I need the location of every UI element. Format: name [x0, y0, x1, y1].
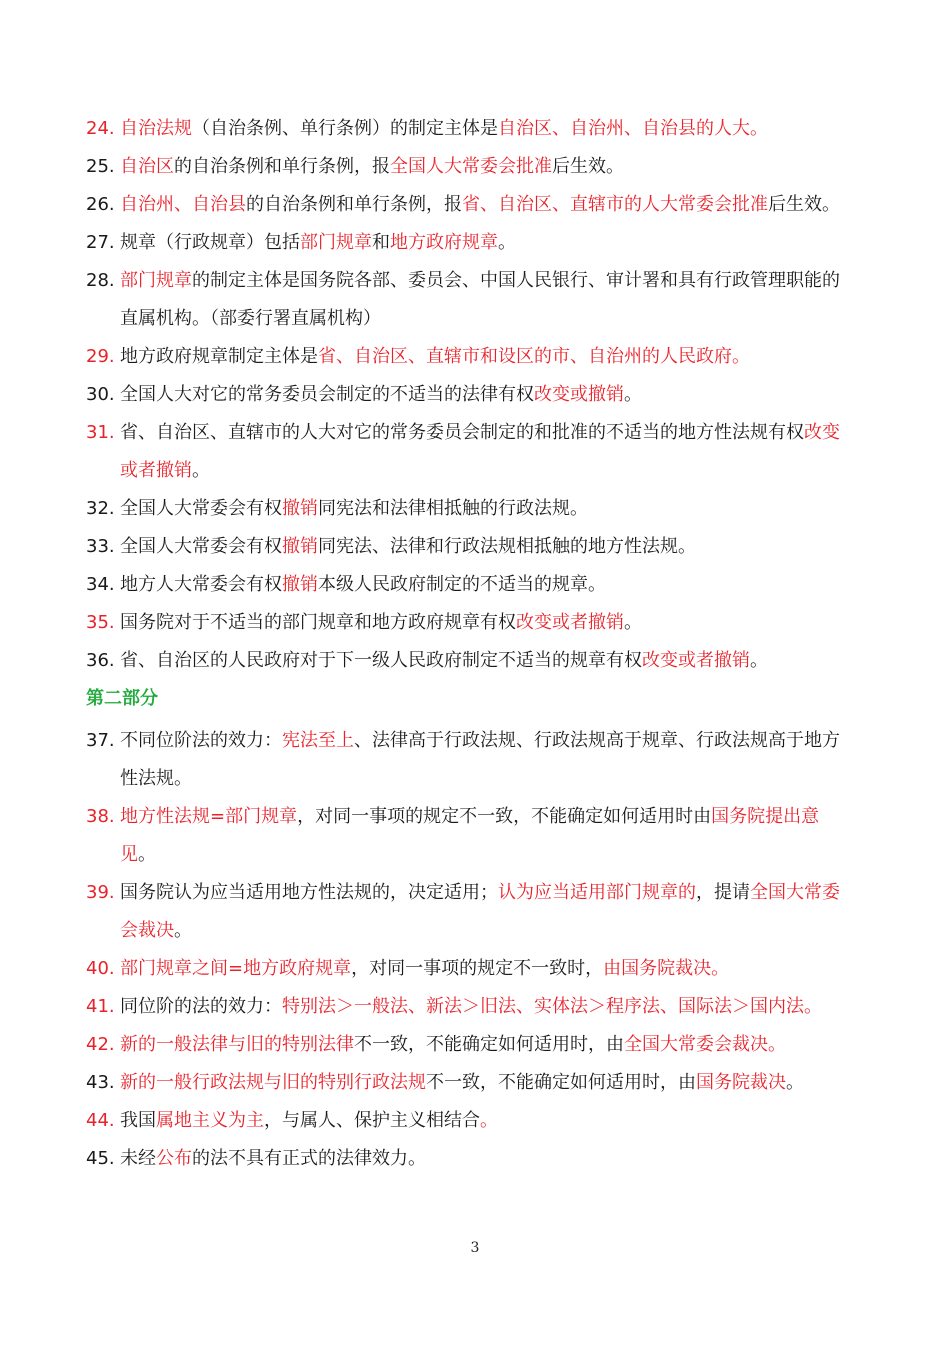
highlight-text: 省、自治区、直辖市的人大常委会批准: [462, 194, 768, 215]
item-text: [120, 988, 846, 1026]
item-text: [120, 1102, 846, 1140]
list-item: [86, 338, 846, 376]
body-text: 后生效。: [552, 156, 624, 177]
body-text: 的制定主体是国务院各部、委员会、中国人民银行、审计署和具有行政管理职能的直属机构。（部委行署直属机构）: [120, 270, 840, 329]
body-text: （自治条例、单行条例）的制定主体是: [192, 118, 498, 139]
highlight-text: 撤销: [282, 536, 318, 557]
highlight-text: 撤销: [282, 498, 318, 519]
item-text: [120, 528, 846, 566]
list-item: [86, 490, 846, 528]
highlight-text: 改变或者撤销: [642, 650, 750, 671]
item-number: 42.: [86, 1034, 115, 1055]
list-item: [86, 224, 846, 262]
item-number: 37.: [86, 730, 115, 751]
body-text: 国务院对于不适当的部门规章和地方政府规章有权: [120, 612, 516, 633]
list-item: [86, 566, 846, 604]
highlight-text: 省、自治区、直辖市和设区的市、自治州的人民政府。: [318, 346, 750, 367]
body-text: 地方人大常委会有权: [120, 574, 282, 595]
item-number: 32.: [86, 498, 115, 519]
item-number: 33.: [86, 536, 115, 557]
highlight-text: 宪法至上: [282, 730, 354, 751]
highlight-text: 国务院裁决: [696, 1072, 786, 1093]
highlight-text: 部门规章: [120, 270, 192, 291]
item-list-part-2: [86, 722, 846, 1178]
item-text: [120, 642, 846, 680]
list-item: [86, 1064, 846, 1102]
item-number: 29.: [86, 346, 115, 367]
item-text: [120, 1064, 846, 1102]
list-item: [86, 988, 846, 1026]
body-text: 。: [138, 844, 156, 865]
item-text: [120, 110, 846, 148]
item-text: [120, 798, 846, 874]
highlight-text: 地方性法规=部门规章: [120, 806, 298, 827]
highlight-text: 国务院提出意见: [120, 806, 820, 865]
list-item: [86, 414, 846, 490]
item-number: 35.: [86, 612, 115, 633]
highlight-text: 改变或撤销: [534, 384, 624, 405]
body-text: 、法律高于行政法规、行政法规高于规章、行政法规高于地方性法规。: [120, 730, 840, 789]
highlight-text: 全国大常委会裁决。: [624, 1034, 786, 1055]
highlight-text: 。: [480, 1110, 498, 1131]
item-text: [120, 1140, 846, 1178]
item-text: [120, 224, 846, 262]
item-number: 31.: [86, 422, 115, 443]
item-number: 44.: [86, 1110, 115, 1131]
item-number: 28.: [86, 270, 115, 291]
item-number: 43.: [86, 1072, 115, 1093]
highlight-text: 新的一般法律与旧的特别法律: [120, 1034, 354, 1055]
body-text: 全国人大常委会有权: [120, 498, 282, 519]
item-text: [120, 604, 846, 642]
body-text: 全国人大对它的常务委员会制定的不适当的法律有权: [120, 384, 534, 405]
body-text: 同宪法、法律和行政法规相抵触的地方性法规。: [318, 536, 696, 557]
highlight-text: 地方政府规章: [390, 232, 498, 253]
highlight-text: 部门规章: [300, 232, 372, 253]
item-text: [120, 148, 846, 186]
body-text: 我国: [120, 1110, 156, 1131]
item-number: 26.: [86, 194, 115, 215]
body-text: 同宪法和法律相抵触的行政法规。: [318, 498, 588, 519]
item-text: [120, 262, 846, 338]
highlight-text: 改变或者撤销: [516, 612, 624, 633]
item-number: 39.: [86, 882, 115, 903]
item-text: [120, 414, 846, 490]
item-text: [120, 186, 846, 224]
highlight-text: 全国大常委会裁决: [120, 882, 840, 941]
body-text: 的自治条例和单行条例，报: [246, 194, 462, 215]
body-text: 。: [750, 650, 768, 671]
body-text: 本级人民政府制定的不适当的规章。: [318, 574, 606, 595]
item-text: [120, 874, 846, 950]
body-text: 。: [624, 384, 642, 405]
body-text: 。: [786, 1072, 804, 1093]
item-list: [86, 110, 846, 1178]
highlight-text: 自治区、自治州、自治县的人大。: [498, 118, 768, 139]
highlight-text: 由国务院裁决。: [603, 958, 730, 979]
list-item: [86, 376, 846, 414]
highlight-text: 撤销: [282, 574, 318, 595]
body-text: 不一致，不能确定如何适用时，由: [426, 1072, 696, 1093]
list-item: [86, 148, 846, 186]
list-item: [86, 798, 846, 874]
list-item: [86, 642, 846, 680]
body-text: 的自治条例和单行条例，报: [174, 156, 390, 177]
item-list-part-1: [86, 110, 846, 680]
body-text: 不一致，不能确定如何适用时，由: [354, 1034, 624, 1055]
body-text: 。: [174, 920, 192, 941]
highlight-text: 认为应当适用部门规章的: [498, 882, 696, 903]
item-number: 24.: [86, 118, 115, 139]
highlight-text: 改变或者撤销: [120, 422, 840, 481]
body-text: 。: [192, 460, 210, 481]
item-text: [120, 1026, 846, 1064]
body-text: 全国人大常委会有权: [120, 536, 282, 557]
item-number: 41.: [86, 996, 115, 1017]
highlight-text: 新的一般行政法规与旧的特别行政法规: [120, 1072, 426, 1093]
body-text: 。: [624, 612, 642, 633]
item-number: 45.: [86, 1148, 115, 1169]
body-text: 的法不具有正式的法律效力。: [192, 1148, 426, 1169]
item-number: 40.: [86, 958, 115, 979]
section-heading: 第二部分: [86, 688, 158, 709]
item-number: 27.: [86, 232, 115, 253]
body-text: ，对同一事项的规定不一致，不能确定如何适用时由: [297, 806, 712, 827]
highlight-text: 属地主义为主: [156, 1110, 264, 1131]
body-text: 不同位阶法的效力：: [120, 730, 282, 751]
body-text: 未经: [120, 1148, 156, 1169]
item-text: [120, 950, 846, 988]
highlight-text: 公布: [156, 1148, 192, 1169]
highlight-text: 自治法规: [120, 118, 192, 139]
list-item: [86, 1140, 846, 1178]
body-text: ，对同一事项的规定不一致时，: [351, 958, 604, 979]
item-number: 38.: [86, 806, 115, 827]
highlight-text: 特别法＞一般法、新法＞旧法、实体法＞程序法、国际法＞国内法。: [282, 996, 822, 1017]
list-item: [86, 604, 846, 642]
item-text: [120, 566, 846, 604]
item-number: 36.: [86, 650, 115, 671]
list-item: [86, 950, 846, 988]
list-item: [86, 1026, 846, 1064]
item-number: 34.: [86, 574, 115, 595]
body-text: 。: [498, 232, 516, 253]
list-item: [86, 262, 846, 338]
body-text: ，提请: [696, 882, 750, 903]
list-item: [86, 722, 846, 798]
body-text: 规章（行政规章）包括: [120, 232, 300, 253]
highlight-text: 部门规章之间=地方政府规章: [120, 958, 352, 979]
item-text: [120, 722, 846, 798]
body-text: 国务院认为应当适用地方性法规的，决定适用；: [120, 882, 498, 903]
body-text: 省、自治区的人民政府对于下一级人民政府制定不适当的规章有权: [120, 650, 642, 671]
item-text: [120, 376, 846, 414]
highlight-text: 全国人大常委会批准: [390, 156, 552, 177]
list-item: [86, 1102, 846, 1140]
item-number: 25.: [86, 156, 115, 177]
body-text: 后生效。: [768, 194, 840, 215]
body-text: 和: [372, 232, 390, 253]
item-number: 30.: [86, 384, 115, 405]
body-text: 省、自治区、直辖市的人大对它的常务委员会制定的和批准的不适当的地方性法规有权: [120, 422, 804, 443]
list-item: [86, 110, 846, 148]
list-item: [86, 186, 846, 224]
body-text: 地方政府规章制定主体是: [120, 346, 318, 367]
item-text: [120, 338, 846, 376]
highlight-text: 自治州、自治县: [120, 194, 246, 215]
highlight-text: 自治区: [120, 156, 174, 177]
list-item: [86, 874, 846, 950]
list-item: [86, 528, 846, 566]
body-text: 同位阶的法的效力：: [120, 996, 282, 1017]
page-number: 3: [470, 1240, 480, 1256]
body-text: ，与属人、保护主义相结合: [264, 1110, 480, 1131]
item-text: [120, 490, 846, 528]
